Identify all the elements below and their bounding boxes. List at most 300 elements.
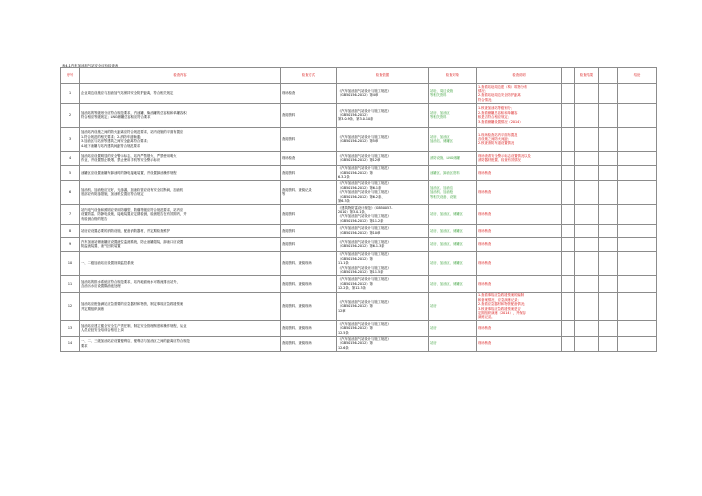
table-cell — [337, 321, 429, 336]
table-cell — [562, 151, 575, 165]
table-cell — [618, 151, 657, 165]
table-cell — [80, 237, 281, 251]
table-cell — [281, 237, 337, 251]
table-cell — [429, 151, 477, 165]
cell-line: 查阅资料 — [282, 228, 296, 233]
cell-line: 《汽车加油加气站设计与施工规范》 — [338, 252, 391, 257]
cell-line: 站房 — [430, 341, 437, 346]
table-cell — [562, 251, 575, 275]
cell-line: 等相关资料 — [430, 93, 447, 98]
table-row — [61, 275, 657, 292]
cell-line: 油罐区应设置油罐车卸油时的静电接地装置，并设置卸油操作规程 — [81, 170, 177, 175]
cell-line: （GB50156-2012）第6.2条、 — [338, 194, 385, 199]
cell-line: 加油站内设施之间的防火距离应符合规范要求，站内设施的平面布置应 — [81, 130, 184, 135]
cell-line: 查阅资料 — [282, 136, 296, 141]
table-cell — [618, 103, 657, 127]
table-cell — [562, 237, 575, 251]
cell-line: 符合相应等级规定；LNG储罐总容积应符合要求 — [81, 115, 151, 120]
cell-line: 第3.0.9条、第3.0.10条 — [338, 117, 374, 122]
cell-line: 加油站的排水系统应符合规范要求，站内地面雨水可散流排出站外， — [81, 279, 180, 284]
cell-line: 《汽车加油加气站设计与施工规范》 — [338, 181, 391, 186]
table-cell — [429, 251, 477, 275]
table-cell — [281, 103, 337, 127]
cell-line: 《汽车加油加气站设计与施工规范》 — [338, 134, 391, 139]
cell-line: 加油岛、储罐区 — [430, 139, 454, 144]
cell-line: 《汽车加油加气站设计与施工规范》 — [338, 88, 391, 93]
cell-line: 《汽车加油加气站设计与施工规范》 — [338, 337, 391, 342]
cell-line: 消防器材配置、检查有效情况 — [478, 158, 521, 163]
cell-line: 站房、加油区、储罐区 — [430, 281, 463, 286]
cell-line: 现场核查 — [478, 341, 492, 346]
table-cell — [429, 336, 477, 351]
table-cell — [337, 180, 429, 204]
cell-line: 12.6条 — [338, 345, 349, 350]
cell-line: （GB50156-2012）第11.2条 — [338, 218, 384, 223]
table-cell — [337, 204, 429, 224]
table-cell — [575, 237, 599, 251]
cell-line: 并定期组织演练 — [81, 306, 105, 311]
table-cell — [562, 84, 575, 104]
table-cell — [429, 204, 477, 224]
table-row — [61, 237, 657, 251]
table-cell — [575, 275, 599, 292]
cell-line: 《汽车加油加气站设计与施工规范》 — [338, 108, 391, 113]
table-cell — [61, 336, 80, 351]
cell-line: （GB50156-2012）第 — [338, 281, 373, 286]
table-cell — [477, 151, 562, 165]
table-cell — [575, 224, 599, 237]
cell-line: 查阅资料 — [282, 112, 296, 117]
table-cell — [477, 103, 562, 127]
table-cell — [337, 224, 429, 237]
cell-line: 现场核查 — [478, 281, 492, 286]
table-cell — [618, 321, 657, 336]
table-cell — [429, 180, 477, 204]
table-cell — [477, 292, 562, 320]
cell-line: 积是否符合相应规定； — [478, 115, 511, 120]
table-body — [61, 84, 657, 352]
cell-line: 一、二级加油站应设置视频监控系统 — [81, 261, 134, 266]
table-cell — [281, 84, 337, 104]
table-cell — [575, 84, 599, 104]
table-cell — [618, 224, 657, 237]
cell-line: 查阅资料、查阅现场 — [282, 326, 312, 331]
cell-line: 现场核查 — [478, 228, 492, 233]
table-row — [61, 84, 657, 104]
table-cell — [281, 321, 337, 336]
cell-line: 1.查看站址周边建（构）筑物分布 — [478, 84, 528, 89]
cell-line: 等 — [282, 192, 286, 197]
cell-line: 站房、加油区、储罐区 — [430, 212, 463, 217]
cell-line: （GB50156-2012）第10章 — [338, 230, 381, 235]
table-row — [61, 224, 657, 237]
cell-line: 情况； — [478, 88, 488, 93]
cell-line: （GB50156-2012）第4章 — [338, 93, 379, 98]
table-row — [61, 292, 657, 320]
table-cell — [429, 103, 477, 127]
table-cell — [618, 336, 657, 351]
cell-line: 等相关资料 — [430, 115, 447, 120]
table-cell — [61, 84, 80, 104]
cell-line: （GB50156-2012）第6.1.3条 — [338, 244, 385, 249]
table-cell — [562, 336, 575, 351]
table-cell — [61, 275, 80, 292]
table-cell — [61, 321, 80, 336]
cell-line: 防溢流装置、油气回收装置 — [81, 244, 121, 249]
table-cell — [61, 127, 80, 151]
table-cell — [429, 321, 477, 336]
cell-line: 《建筑物防雷设计规范》（GB50057- — [338, 205, 393, 210]
cell-line: 有检测合格的报告 — [81, 216, 108, 221]
cell-line: 作业，并设置禁止吸烟、禁止使用手机等安全警示标识 — [81, 158, 161, 163]
table-cell — [562, 321, 575, 336]
cell-line: 《汽车加油加气站设计与施工规范》 — [338, 153, 391, 158]
table-cell — [61, 251, 80, 275]
table-row — [61, 321, 657, 336]
header-cell: 序号 — [61, 68, 80, 84]
cell-line: 《汽车加油加气站设计与施工规范》 — [338, 166, 391, 171]
table-cell — [562, 292, 575, 320]
cell-line: （GB50156-2012）第6.1条 — [338, 185, 382, 190]
table-cell — [599, 275, 618, 292]
table-cell — [562, 224, 575, 237]
cell-line: 《汽车加油加气站设计与施工规范》 — [338, 214, 391, 219]
header-cell: 检查对象 — [429, 68, 477, 84]
table-cell — [618, 204, 657, 224]
table-cell — [599, 204, 618, 224]
table-cell — [61, 165, 80, 180]
table-cell — [429, 84, 477, 104]
cell-line: 13 — [67, 326, 73, 331]
cell-line: 11 — [67, 281, 73, 286]
cell-line: 企业周边设施应与加油加气站保持安全防护距离，符合相关规定 — [81, 91, 174, 96]
table-cell — [477, 127, 562, 151]
cell-line: 现场核查 — [478, 242, 492, 247]
cell-line: 底部应有防渗措施，加油机位置应符合规定 — [81, 192, 144, 197]
cell-line: 定期组织演练（2014），并保存 — [478, 311, 526, 316]
header-cell: 检查结果 — [575, 68, 599, 84]
table-cell — [80, 321, 281, 336]
table-cell — [575, 204, 599, 224]
table-cell — [80, 127, 281, 151]
table-cell — [80, 275, 281, 292]
cell-line: 4.地下油罐与站内建筑间距符合规范要求 — [81, 143, 141, 148]
table-cell — [61, 237, 80, 251]
cell-line: （GB50156-2012）第 — [338, 304, 373, 309]
table-row — [61, 251, 657, 275]
cell-line: 加油站应建立健全安全生产责任制，制定安全管理制度和操作规程，从业 — [81, 324, 187, 329]
table-cell — [80, 224, 281, 237]
cell-line: 查阅资料、查阅现场 — [282, 304, 312, 309]
table-cell — [281, 292, 337, 320]
cell-line: 加油机、加油枪 — [430, 190, 454, 195]
table-cell — [61, 103, 80, 127]
table-cell — [575, 251, 599, 275]
table-cell — [575, 127, 599, 151]
cell-line: 2.核查消防车道设置情况 — [478, 141, 515, 146]
table-cell — [61, 180, 80, 204]
cell-line: 加油区、加油岛 — [430, 185, 454, 190]
cell-line: 现场核查 — [478, 212, 492, 217]
table-cell — [80, 180, 281, 204]
cell-line: 5 — [68, 170, 72, 175]
table-cell — [477, 237, 562, 251]
cell-line: 站房、加油区 — [430, 110, 450, 115]
table-cell — [599, 321, 618, 336]
cell-line: （GB50156-2012）第12章 — [338, 158, 381, 163]
cell-line: （GB50156-2012） — [338, 112, 370, 117]
table-cell — [575, 151, 599, 165]
cell-line: 消防设施、LNG储罐 — [430, 155, 460, 160]
table-cell — [562, 103, 575, 127]
cell-line: 等相关设备、设施 — [430, 194, 457, 199]
table-cell — [599, 127, 618, 151]
table-cell — [477, 251, 562, 275]
table-cell — [575, 180, 599, 204]
cell-line: 站房、加油区 — [430, 134, 450, 139]
document-title: 表4.1汽车加油加气站安全评价检查表 — [62, 64, 119, 68]
cell-line: 现场核查 — [478, 170, 492, 175]
cell-line: 4 — [68, 155, 72, 160]
cell-line: 3.查看储罐设置情况（2014） — [478, 119, 523, 124]
table-cell — [618, 292, 657, 320]
table-cell — [618, 127, 657, 151]
table-cell — [599, 336, 618, 351]
cell-line: 12 — [67, 304, 73, 309]
header-cell: 检查依据 — [337, 68, 429, 84]
table-cell — [281, 127, 337, 151]
cell-line: 含油污水应设置隔油池处理 — [81, 283, 121, 288]
cell-line: 3 — [68, 136, 72, 141]
cell-line: 一、二、三级加油站应设置便利店，便利店与加油区之间的距离应符合规范 — [81, 339, 190, 344]
table-cell — [80, 204, 281, 224]
cell-line: 站房、加油区、储罐区 — [430, 228, 463, 233]
table-cell — [80, 151, 281, 165]
checklist-table — [60, 67, 657, 352]
table-row — [61, 127, 657, 151]
cell-line: 7 — [68, 212, 72, 217]
table-cell — [281, 251, 337, 275]
table-cell — [477, 84, 562, 104]
cell-line: 《汽车加油加气站设计与施工规范》 — [338, 239, 391, 244]
table-cell — [281, 180, 337, 204]
table-cell — [61, 224, 80, 237]
cell-line: 《汽车加油加气站设计与施工规范》 — [338, 277, 391, 282]
table-cell — [281, 165, 337, 180]
table-cell — [599, 251, 618, 275]
table-cell — [337, 251, 429, 275]
cell-line: 人员应经安全培训合格后上岗 — [81, 328, 124, 333]
cell-line: 12.5条 — [338, 330, 349, 335]
table-cell — [61, 292, 80, 320]
table-cell — [477, 204, 562, 224]
table-cell — [599, 103, 618, 127]
cell-line: 要求 — [81, 343, 88, 348]
cell-line: 现场检查 — [282, 155, 296, 160]
table-cell — [80, 84, 281, 104]
header-cell: 检查说明 — [477, 68, 562, 84]
table-row — [61, 103, 657, 127]
cell-line: 设置防雷、防静电设施，接地装置应定期检测，检测报告在有效期内，并 — [81, 212, 187, 217]
cell-line: 站房 — [430, 304, 437, 309]
table-cell — [80, 336, 281, 351]
cell-line: （GB50156-2012）第11.5条 — [338, 270, 384, 274]
cell-line: 2010）第3.0.1条、 — [338, 209, 368, 214]
table-cell — [337, 336, 429, 351]
table-cell — [337, 84, 429, 104]
table-cell — [281, 275, 337, 292]
table-cell — [562, 127, 575, 151]
cell-line: 和备案情况，应急演练记录； — [478, 297, 521, 302]
table-cell — [429, 127, 477, 151]
table-cell — [599, 224, 618, 237]
table-cell — [477, 180, 562, 204]
cell-line: 查阅资料、查阅记录 — [282, 187, 312, 192]
table-cell — [575, 336, 599, 351]
table-cell — [477, 336, 562, 351]
cell-line: 10 — [67, 261, 73, 266]
table-cell — [618, 237, 657, 251]
cell-line: 《汽车加油加气站设计与施工规范》 — [338, 190, 391, 195]
cell-line: 查阅资料、查阅现场 — [282, 341, 312, 346]
table-cell — [337, 275, 429, 292]
table-cell — [429, 165, 477, 180]
cell-line: 现场检查 — [282, 91, 296, 96]
table-row — [61, 180, 657, 204]
table-cell — [599, 292, 618, 320]
cell-line: 1.符合规范的相关要求；2.消防车道畅通； — [81, 134, 144, 139]
table-cell — [429, 224, 477, 237]
table-cell — [575, 165, 599, 180]
cell-line: 加油站的等级划分应符合规范要求，汽油罐、柴油罐的总容积和单罐容积 — [81, 110, 187, 115]
table-cell — [337, 165, 429, 180]
table-cell — [618, 251, 657, 275]
table-cell — [562, 180, 575, 204]
cell-line: 第6.3条 — [338, 198, 350, 203]
table-cell — [281, 204, 337, 224]
table-cell — [337, 103, 429, 127]
cell-line: 8 — [68, 228, 72, 233]
table-cell — [477, 224, 562, 237]
cell-line: 查阅资料 — [282, 242, 296, 247]
cell-line: 《汽车加油加气站设计与施工规范》 — [338, 265, 391, 270]
table-cell — [477, 275, 562, 292]
cell-line: 各设施之间防火间距； — [478, 136, 511, 141]
cell-line: 2.查看应急器材和物资配备情况； — [478, 302, 528, 307]
cell-line: 《汽车加油加气站设计与施工规范》 — [338, 226, 391, 231]
cell-line: 3.核查事故应急救援预案是否 — [478, 306, 521, 311]
table-cell — [80, 103, 281, 127]
cell-line: 2.查看储罐总容积和单罐容 — [478, 110, 518, 115]
table-cell — [429, 292, 477, 320]
table-cell — [618, 180, 657, 204]
header-row — [61, 68, 657, 84]
cell-line: 加油站应配备满足应急需要的应急器材和物资，制定事故应急救援预案 — [81, 302, 184, 307]
cell-line: 11.1条 — [338, 261, 349, 266]
table-cell — [61, 204, 80, 224]
table-cell — [337, 237, 429, 251]
table-cell — [80, 165, 281, 180]
table-row — [61, 151, 657, 165]
cell-line: 3.加油区与站房等建筑之间安全距离符合要求； — [81, 139, 151, 144]
cell-line: 查阅资料 — [282, 170, 296, 175]
table-cell — [337, 151, 429, 165]
cell-line: （GB50156-2012）第 — [338, 326, 373, 331]
table-cell — [562, 275, 575, 292]
header-cell: 结论 — [618, 68, 657, 84]
table-cell — [337, 292, 429, 320]
cell-line: 6 — [68, 190, 72, 195]
cell-line: 1.查看事故应急救援预案的编制 — [478, 293, 525, 298]
cell-line: 2.查看站址周边安全防护距离 — [478, 93, 521, 98]
cell-line: 14 — [67, 341, 73, 346]
table-row — [61, 336, 657, 351]
cell-line: （GB50156-2012）第5章 — [338, 139, 379, 144]
cell-line: 现场核查 — [478, 190, 492, 195]
table-row — [61, 165, 657, 180]
table-cell — [477, 165, 562, 180]
table-cell — [80, 292, 281, 320]
cell-line: 现场核查 — [478, 326, 492, 331]
cell-line: 站房 — [430, 326, 437, 331]
cell-line: 6.3.2条 — [338, 174, 350, 179]
cell-line: 查阅资料、查阅现场 — [282, 281, 312, 286]
cell-line: （GB50156-2012）第 — [338, 170, 373, 175]
table-cell — [61, 151, 80, 165]
cell-line: 查阅资料、查阅现场 — [282, 261, 312, 266]
table-cell — [562, 165, 575, 180]
cell-line: 站内电气设备和照明应采用防爆型，防爆等级应符合规范要求，站内应 — [81, 207, 184, 212]
header-cell — [562, 68, 575, 84]
table-cell — [281, 336, 337, 351]
cell-line: 9 — [68, 242, 72, 247]
cell-line: （GB50156-2012）第 — [338, 256, 373, 261]
cell-line: 站房、加油区、储罐区 — [430, 261, 463, 266]
cell-line: 演练记录。 — [478, 315, 495, 320]
table-cell — [599, 180, 618, 204]
table-cell — [337, 127, 429, 151]
cell-line: 2 — [68, 112, 72, 117]
cell-line: 汽车加油站储油罐应设置液位监测系统，防止油罐超装，卸油口应设置 — [81, 239, 184, 244]
cell-line: 1.现场检查站内平面布置及 — [478, 132, 518, 137]
cell-line: 油罐区、卸油区资料 — [430, 170, 460, 175]
table-cell — [618, 84, 657, 104]
table-cell — [281, 224, 337, 237]
cell-line: 1 — [68, 91, 72, 96]
table-row — [61, 204, 657, 224]
table-cell — [429, 275, 477, 292]
cell-line: 符合情况； — [478, 97, 495, 102]
cell-line: 1.核查加油站等级划分； — [478, 106, 515, 111]
table-cell — [575, 103, 599, 127]
table-cell — [599, 84, 618, 104]
table-cell — [599, 237, 618, 251]
cell-line: 加油站应设置明显的安全警示标志，站内严禁烟火，严禁使用明火 — [81, 153, 177, 158]
cell-line: 站房应设置必要的消防设施，配备消防器材，并定期检查维护 — [81, 228, 171, 233]
table-cell — [575, 292, 599, 320]
cell-line: 查阅资料 — [282, 212, 296, 217]
cell-line: 站房、加油区、储罐区 — [430, 242, 463, 247]
header-cell: 检查内容 — [80, 68, 281, 84]
cell-line: 现场核查 — [478, 261, 492, 266]
table-cell — [562, 204, 575, 224]
table-cell — [599, 151, 618, 165]
table-cell — [429, 237, 477, 251]
cell-line: 现场查看安全警示标志设置情况以及 — [478, 153, 531, 158]
cell-line: （GB50156-2012）第 — [338, 341, 373, 346]
table-cell — [599, 165, 618, 180]
table-cell — [477, 321, 562, 336]
